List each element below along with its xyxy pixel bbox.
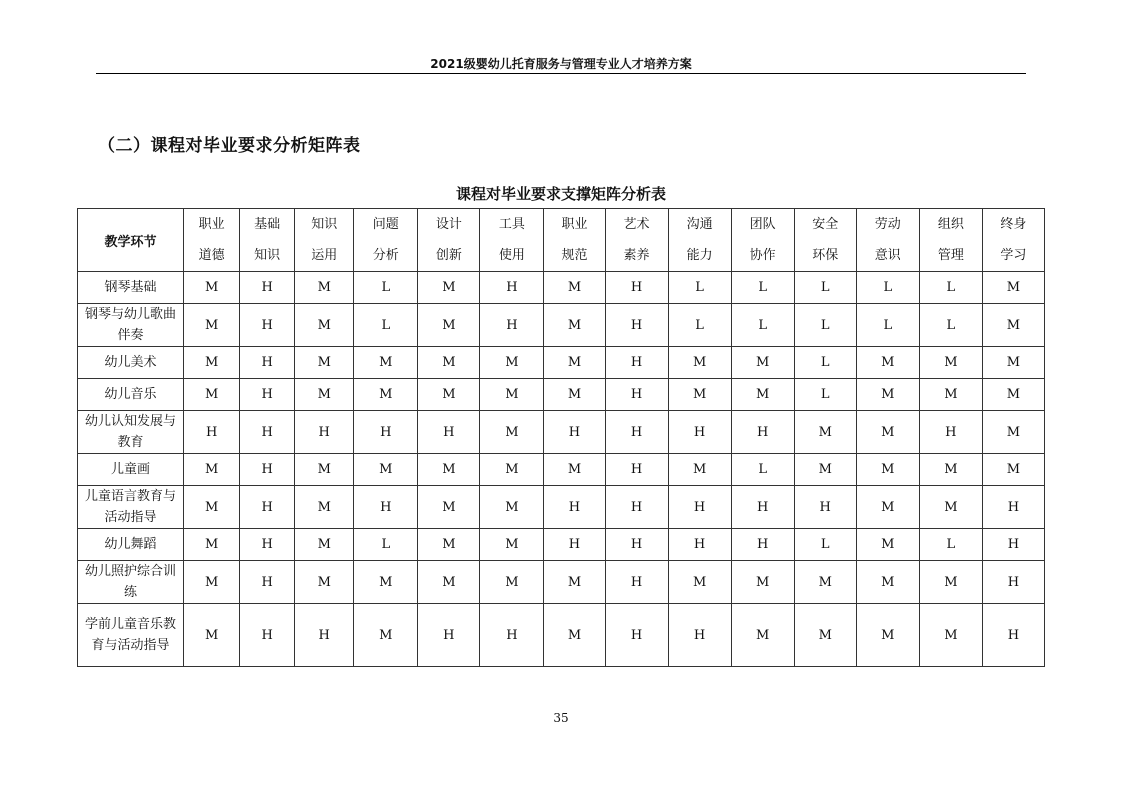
support-level-cell: M [544, 454, 605, 486]
support-level-cell: M [418, 304, 480, 347]
support-level-cell: M [919, 604, 982, 667]
support-level-cell: M [544, 272, 605, 304]
support-level-cell: M [354, 561, 418, 604]
header-row [78, 209, 1045, 272]
support-level-cell: H [982, 561, 1044, 604]
support-level-cell: L [731, 454, 794, 486]
support-level-cell: H [544, 529, 605, 561]
support-level-cell: H [480, 272, 544, 304]
support-level-cell: L [731, 304, 794, 347]
support-level-cell: M [354, 379, 418, 411]
support-level-cell: H [354, 486, 418, 529]
support-level-cell: H [605, 379, 668, 411]
requirement-header [731, 209, 794, 272]
support-level-cell: H [480, 604, 544, 667]
requirement-label-line1: 终身 [1000, 217, 1027, 232]
support-level-cell: M [418, 454, 480, 486]
support-level-cell: M [668, 454, 731, 486]
support-level-cell: L [731, 272, 794, 304]
support-level-cell: M [354, 604, 418, 667]
support-level-cell: M [295, 347, 354, 379]
support-level-cell: L [794, 529, 856, 561]
support-level-cell: H [240, 529, 295, 561]
support-level-cell: M [544, 347, 605, 379]
support-level-cell: M [354, 454, 418, 486]
table-caption: 课程对毕业要求支撑矩阵分析表 [455, 185, 666, 203]
section-title: （二）课程对毕业要求分析矩阵表 [98, 136, 361, 156]
support-level-cell: M [295, 561, 354, 604]
support-level-cell: H [240, 379, 295, 411]
support-level-cell: M [731, 347, 794, 379]
requirement-label-line1: 基础 [254, 217, 281, 232]
requirement-label-line2: 创新 [435, 248, 462, 263]
requirement-label-line1: 知识 [311, 217, 338, 232]
support-level-cell: H [982, 604, 1044, 667]
support-level-cell: M [794, 454, 856, 486]
requirement-label-line1: 组织 [937, 217, 964, 232]
requirement-label-line2: 协作 [749, 248, 776, 263]
course-name: 钢琴与幼儿歌曲伴奏 [78, 304, 184, 347]
support-level-cell: H [605, 272, 668, 304]
support-level-cell: H [480, 304, 544, 347]
support-level-cell: M [668, 561, 731, 604]
corner-header: 教学环节 [78, 209, 184, 272]
table-row [78, 411, 1045, 454]
support-level-cell: H [418, 604, 480, 667]
support-level-cell: H [240, 454, 295, 486]
support-level-cell: M [919, 347, 982, 379]
support-level-cell: H [919, 411, 982, 454]
support-level-cell: M [982, 272, 1044, 304]
requirement-label-line2: 规范 [561, 248, 588, 263]
support-level-cell: M [480, 411, 544, 454]
table-row [78, 347, 1045, 379]
support-level-cell: M [731, 379, 794, 411]
table-row [78, 272, 1045, 304]
support-level-cell: M [354, 347, 418, 379]
support-level-cell: M [480, 379, 544, 411]
support-level-cell: M [418, 561, 480, 604]
support-level-cell: L [668, 304, 731, 347]
support-level-cell: M [856, 561, 919, 604]
course-name: 学前儿童音乐教育与活动指导 [78, 604, 184, 667]
support-level-cell: M [731, 604, 794, 667]
support-level-cell: M [982, 304, 1044, 347]
support-level-cell: M [856, 347, 919, 379]
support-level-cell: L [794, 347, 856, 379]
support-level-cell: M [418, 379, 480, 411]
requirement-header [295, 209, 354, 272]
support-level-cell: H [731, 411, 794, 454]
support-level-cell: H [605, 561, 668, 604]
requirement-header [794, 209, 856, 272]
support-level-cell: H [605, 486, 668, 529]
support-level-cell: L [668, 272, 731, 304]
requirement-header [605, 209, 668, 272]
requirement-label-line2: 知识 [254, 248, 281, 263]
requirement-header [856, 209, 919, 272]
support-level-cell: L [794, 272, 856, 304]
requirement-header [982, 209, 1044, 272]
requirement-label-line2: 意识 [874, 248, 901, 263]
header-rule [96, 73, 1026, 74]
support-level-cell: H [731, 486, 794, 529]
requirements-matrix-table [77, 208, 1045, 667]
support-level-cell: M [418, 529, 480, 561]
course-name: 儿童画 [78, 454, 184, 486]
course-name: 儿童语言教育与活动指导 [78, 486, 184, 529]
support-level-cell: M [184, 272, 240, 304]
table-row [78, 529, 1045, 561]
support-level-cell: M [295, 486, 354, 529]
support-level-cell: M [184, 304, 240, 347]
support-level-cell: M [295, 272, 354, 304]
support-level-cell: M [982, 454, 1044, 486]
support-level-cell: H [240, 486, 295, 529]
requirement-label-line1: 职业 [561, 217, 588, 232]
support-level-cell: M [794, 411, 856, 454]
support-level-cell: H [605, 411, 668, 454]
requirement-label-line1: 职业 [198, 217, 225, 232]
support-level-cell: M [295, 529, 354, 561]
support-level-cell: L [919, 272, 982, 304]
requirement-label-line1: 劳动 [874, 217, 901, 232]
support-level-cell: M [856, 411, 919, 454]
support-level-cell: M [544, 304, 605, 347]
support-level-cell: H [668, 411, 731, 454]
support-level-cell: M [982, 411, 1044, 454]
support-level-cell: M [184, 561, 240, 604]
table-row [78, 486, 1045, 529]
support-level-cell: M [982, 347, 1044, 379]
requirement-label-line2: 能力 [686, 248, 713, 263]
support-level-cell: M [919, 379, 982, 411]
support-level-cell: L [794, 304, 856, 347]
support-level-cell: H [295, 411, 354, 454]
support-level-cell: H [668, 486, 731, 529]
support-level-cell: L [856, 304, 919, 347]
support-level-cell: M [544, 604, 605, 667]
support-level-cell: H [731, 529, 794, 561]
support-level-cell: M [856, 529, 919, 561]
requirement-label-line1: 艺术 [623, 217, 650, 232]
requirement-label-line2: 运用 [311, 248, 338, 263]
course-name: 幼儿认知发展与教育 [78, 411, 184, 454]
support-level-cell: H [544, 486, 605, 529]
support-level-cell: M [480, 347, 544, 379]
support-level-cell: H [240, 411, 295, 454]
support-level-cell: M [480, 454, 544, 486]
support-level-cell: M [668, 347, 731, 379]
support-level-cell: H [605, 454, 668, 486]
requirement-header [418, 209, 480, 272]
support-level-cell: H [240, 272, 295, 304]
support-level-cell: L [919, 304, 982, 347]
support-level-cell: M [184, 604, 240, 667]
matrix-body [78, 272, 1045, 667]
course-name: 幼儿美术 [78, 347, 184, 379]
support-level-cell: L [354, 304, 418, 347]
support-level-cell: H [418, 411, 480, 454]
requirement-label-line2: 使用 [498, 248, 525, 263]
support-level-cell: H [605, 529, 668, 561]
table-row [78, 604, 1045, 667]
support-level-cell: M [184, 454, 240, 486]
support-level-cell: M [295, 379, 354, 411]
requirement-label-line1: 问题 [372, 217, 399, 232]
support-level-cell: H [240, 304, 295, 347]
support-level-cell: M [480, 561, 544, 604]
support-level-cell: M [295, 454, 354, 486]
requirement-label-line2: 道德 [198, 248, 225, 263]
support-level-cell: H [982, 486, 1044, 529]
course-name: 幼儿照护综合训练 [78, 561, 184, 604]
support-level-cell: L [919, 529, 982, 561]
support-level-cell: H [982, 529, 1044, 561]
requirement-label-line1: 团队 [749, 217, 776, 232]
requirement-header [354, 209, 418, 272]
support-level-cell: M [184, 347, 240, 379]
requirement-header [184, 209, 240, 272]
requirement-label-line2: 环保 [812, 248, 839, 263]
support-level-cell: M [184, 379, 240, 411]
requirement-header [544, 209, 605, 272]
course-name: 钢琴基础 [78, 272, 184, 304]
support-level-cell: M [480, 529, 544, 561]
course-name: 幼儿舞蹈 [78, 529, 184, 561]
support-level-cell: M [544, 379, 605, 411]
support-level-cell: H [605, 347, 668, 379]
support-level-cell: M [731, 561, 794, 604]
support-level-cell: M [418, 347, 480, 379]
requirement-label-line2: 分析 [372, 248, 399, 263]
support-level-cell: M [480, 486, 544, 529]
support-level-cell: M [794, 604, 856, 667]
page-number: 35 [553, 711, 569, 725]
support-level-cell: H [605, 604, 668, 667]
support-level-cell: M [856, 454, 919, 486]
support-level-cell: M [982, 379, 1044, 411]
support-level-cell: H [354, 411, 418, 454]
support-level-cell: M [794, 561, 856, 604]
support-level-cell: M [184, 529, 240, 561]
support-level-cell: L [354, 272, 418, 304]
support-level-cell: H [605, 304, 668, 347]
support-level-cell: L [856, 272, 919, 304]
support-level-cell: L [354, 529, 418, 561]
support-level-cell: M [184, 486, 240, 529]
requirement-label-line2: 管理 [937, 248, 964, 263]
requirement-label-line1: 沟通 [686, 217, 713, 232]
requirement-header [240, 209, 295, 272]
support-level-cell: H [544, 411, 605, 454]
table-row [78, 379, 1045, 411]
requirement-label-line2: 学习 [1000, 248, 1027, 263]
support-level-cell: M [418, 272, 480, 304]
support-level-cell: H [668, 604, 731, 667]
support-level-cell: M [418, 486, 480, 529]
support-level-cell: H [240, 604, 295, 667]
support-level-cell: H [240, 561, 295, 604]
course-name: 幼儿音乐 [78, 379, 184, 411]
support-level-cell: L [794, 379, 856, 411]
support-level-cell: M [919, 486, 982, 529]
table-row [78, 454, 1045, 486]
table-row [78, 561, 1045, 604]
support-level-cell: H [184, 411, 240, 454]
support-level-cell: M [856, 604, 919, 667]
support-level-cell: M [919, 454, 982, 486]
support-level-cell: M [668, 379, 731, 411]
support-level-cell: M [295, 304, 354, 347]
support-level-cell: H [295, 604, 354, 667]
requirement-label-line2: 素养 [623, 248, 650, 263]
support-level-cell: M [856, 486, 919, 529]
support-level-cell: M [544, 561, 605, 604]
support-level-cell: H [668, 529, 731, 561]
table-row [78, 304, 1045, 347]
requirement-label-line1: 工具 [498, 217, 525, 232]
requirement-header [480, 209, 544, 272]
support-level-cell: M [856, 379, 919, 411]
requirement-header [919, 209, 982, 272]
requirement-label-line1: 设计 [435, 217, 462, 232]
running-header: 2021级婴幼儿托育服务与管理专业人才培养方案 [430, 57, 692, 71]
requirement-header [668, 209, 731, 272]
requirement-label-line1: 安全 [812, 217, 839, 232]
support-level-cell: M [919, 561, 982, 604]
support-level-cell: H [240, 347, 295, 379]
support-level-cell: H [794, 486, 856, 529]
